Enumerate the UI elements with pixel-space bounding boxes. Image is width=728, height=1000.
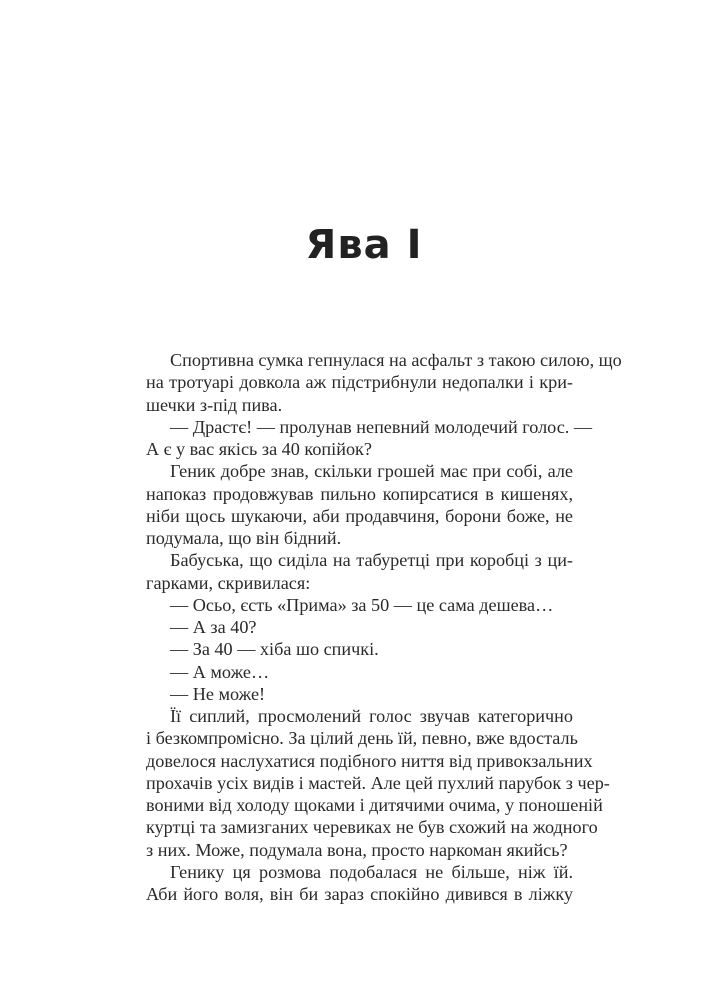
text-line: Бабуська, що сиділа на табуретці при коробці з ци- (170, 550, 573, 571)
text-line: з них. Може, подумала вона, просто наркоман якийсь? (146, 839, 568, 860)
text-line: Аби його воля, він би зараз спокійно дивився в ліжку (146, 884, 573, 904)
chapter-title: Ява І (305, 222, 423, 268)
text-line: — А може… (170, 661, 270, 682)
text-line: Її сиплий, просмолений голос звучав категорично (170, 706, 573, 726)
text-line: воними від холоду щоками і дитячими очима, у поношеній (146, 795, 603, 815)
text-line: — Не може! (170, 683, 266, 704)
text-line: напоказ продовжував пильно копирсатися в кишенях, (146, 483, 573, 504)
text-line: А є у вас якісь за 40 копійок? (146, 439, 372, 459)
text-line: Генику ця розмова подобалася не більше, ніж їй. (170, 861, 573, 882)
text-line: — За 40 — хіба шо спичкі. (170, 639, 379, 660)
text-line: Спортивна сумка гепнулася на асфальт з такою силою, що (170, 350, 622, 370)
text-line: гарками, скривилася: (146, 572, 311, 593)
text-line: і безкомпромісно. За цілий день їй, певно, вже вдосталь (146, 728, 578, 749)
text-line: Геник добре знав, скільки грошей має при собі, але (170, 461, 573, 482)
text-line: подумала, що він бідний. (146, 528, 342, 548)
text-line: на тротуарі довкола аж підстрибнули недопалки і кри- (146, 372, 573, 393)
body-text (146, 349, 622, 905)
text-line: куртці та замизганих черевиках не був схожий на жодного (146, 817, 598, 838)
text-line: — А за 40? (170, 617, 257, 637)
text-line: ніби щось шукаючи, аби продавчиня, борони боже, не (146, 505, 573, 526)
text-line: прохачів усіх видів і мастей. Але цей пухлий парубок з чер- (146, 772, 610, 793)
text-line: довелося наслухатися подібного ниття від привокзальних (146, 750, 593, 771)
text-line: шечки з-під пива. (146, 394, 283, 415)
text-line: — Осьо, єсть «Прима» за 50 — це сама дешева… (170, 594, 554, 615)
text-line: — Драстє! — пролунав непевний молодечий голос. — (170, 416, 593, 437)
